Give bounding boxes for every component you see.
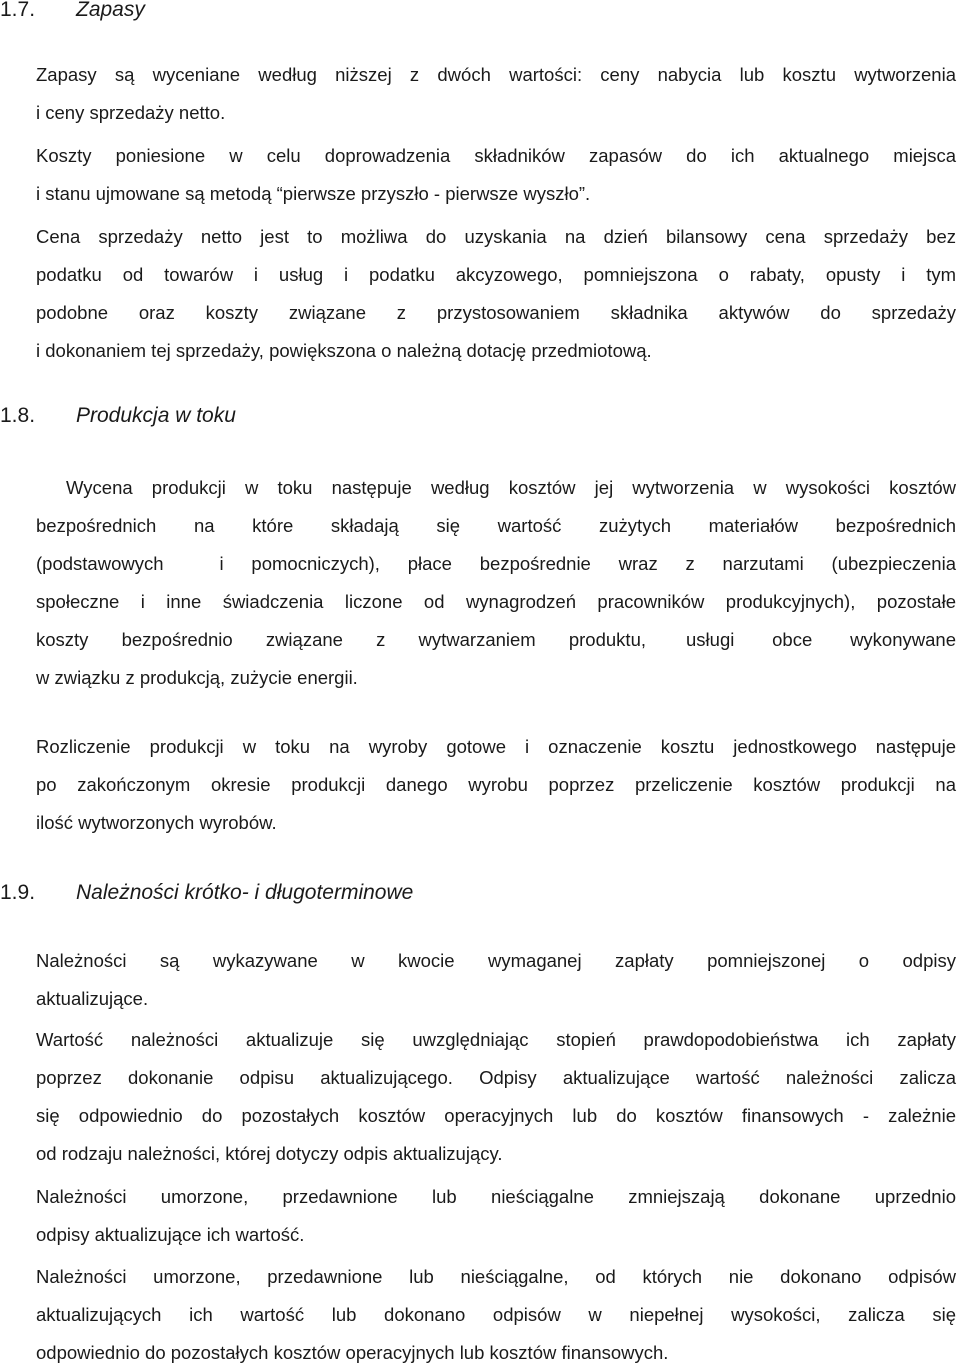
text-line: [36, 469, 956, 507]
section-heading-1-8: [0, 404, 236, 428]
text-line: się odpowiednio do pozostałych kosztów operacyjnych lub do kosztów finansowych - zależnie: [36, 1105, 956, 1126]
text-line: w związku z produkcją, zużycie energii.: [36, 667, 358, 688]
text-line: aktualizujących ich wartość lub dokonano odpisów w niepełnej wysokości, zalicza się: [36, 1304, 956, 1325]
paragraph: [36, 218, 956, 370]
text-line: podobne oraz koszty związane z przystosowaniem składnika aktywów do sprzedaży: [36, 302, 956, 323]
text-line: podatku od towarów i usług i podatku akcyzowego, pomniejszona o rabaty, opusty i tym: [36, 264, 956, 285]
text-line: aktualizujące.: [36, 988, 149, 1009]
section-number: 1.7.: [0, 0, 36, 21]
paragraph: [36, 1021, 956, 1173]
section-title: Produkcja w toku: [76, 404, 236, 427]
section-heading-1-9: [0, 881, 413, 905]
paragraph: [36, 1178, 956, 1254]
text-line: społeczne i inne świadczenia liczone od wynagrodzeń pracowników produkcyjnych), pozostałe: [36, 591, 956, 612]
text-line-content: usługi obce wykonywane: [686, 629, 956, 650]
text-line: [36, 545, 956, 583]
text-line: od rodzaju należności, której dotyczy odpis aktualizujący.: [36, 1143, 503, 1164]
text-line: po zakończonym okresie produkcji danego wyrobu poprzez przeliczenie kosztów produkcji na: [36, 774, 956, 795]
paragraph: [36, 942, 956, 1018]
text-line-content: i pomocniczych), płace bezpośrednie wraz z narzutami (ubezpieczenia: [219, 553, 956, 574]
section-heading-1-7: [0, 0, 145, 22]
paragraph: [36, 469, 956, 697]
section-number: 1.8.: [0, 404, 36, 427]
text-line: ilość wytworzonych wyrobów.: [36, 812, 277, 833]
paragraph: [36, 56, 956, 132]
text-line: bezpośrednich na które składają się wartość zużytych materiałów bezpośrednich: [36, 515, 956, 536]
text-line: odpisy aktualizujące ich wartość.: [36, 1224, 305, 1245]
text-line: i stanu ujmowane są metodą “pierwsze przyszło - pierwsze wyszło”.: [36, 183, 591, 204]
section-title: Zapasy: [76, 0, 145, 21]
text-line-content: koszty bezpośrednio związane z wytwarzaniem produktu,: [36, 629, 646, 650]
text-line: poprzez dokonanie odpisu aktualizującego. Odpisy aktualizujące wartość należności zalicza: [36, 1067, 956, 1088]
text-line: Rozliczenie produkcji w toku na wyroby gotowe i oznaczenie kosztu jednostkowego następuje: [36, 736, 956, 757]
paragraph: [36, 728, 956, 842]
text-line: Należności umorzone, przedawnione lub nieściągalne, od których nie dokonano odpisów: [36, 1266, 956, 1287]
text-line-content: (podstawowych: [36, 553, 164, 574]
text-line: Koszty poniesione w celu doprowadzenia składników zapasów do ich aktualnego miejsca: [36, 145, 956, 166]
paragraph: [36, 1258, 956, 1372]
section-number: 1.9.: [0, 881, 36, 904]
text-line: Zapasy są wyceniane według niższej z dwóch wartości: ceny nabycia lub kosztu wytworzenia: [36, 64, 956, 85]
text-line: Należności są wykazywane w kwocie wymaganej zapłaty pomniejszonej o odpisy: [36, 950, 956, 971]
text-line: Należności umorzone, przedawnione lub nieściągalne zmniejszają dokonane uprzednio: [36, 1186, 956, 1207]
section-title: Należności krótko- i długoterminowe: [76, 881, 414, 904]
text-line: Cena sprzedaży netto jest to możliwa do uzyskania na dzień bilansowy cena sprzedaży bez: [36, 226, 956, 247]
text-line: [36, 621, 956, 659]
text-line: i dokonaniem tej sprzedaży, powiększona o należną dotację przedmiotową.: [36, 340, 652, 361]
paragraph: [36, 137, 956, 213]
text-line-content: Wycena produkcji w toku następuje według kosztów jej wytworzenia w wysokości kosztów: [66, 477, 956, 498]
text-line: Wartość należności aktualizuje się uwzględniając stopień prawdopodobieństwa ich zapłaty: [36, 1029, 956, 1050]
text-line: i ceny sprzedaży netto.: [36, 102, 226, 123]
text-line: odpowiednio do pozostałych kosztów operacyjnych lub kosztów finansowych.: [36, 1342, 669, 1363]
